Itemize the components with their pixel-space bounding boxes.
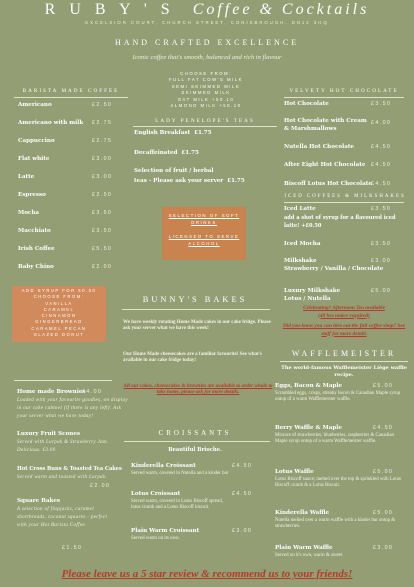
bake-price: £2.00 bbox=[90, 483, 111, 489]
review-footer: Please leave us a 5 star review & recommend us to your friends! bbox=[61, 568, 353, 580]
barista-heading: BARISTA MADE COFFEE bbox=[22, 88, 120, 94]
barista-item: Baby Chino bbox=[18, 264, 54, 270]
iced-desc: Strawberry / Vanilla / Chocolate bbox=[284, 266, 384, 272]
celebrating-note: Celebrating? Afternoon Tea available (48 hrs notice required) bbox=[303, 305, 385, 319]
bake-item: Hot Cross Buns & Toasted Tea Cakes bbox=[17, 466, 122, 472]
divider bbox=[124, 441, 270, 442]
tea-item: English Breakfast £1.75 bbox=[134, 130, 212, 136]
iced-item: Iced Mocha bbox=[284, 241, 321, 247]
barista-price: £2.75 bbox=[92, 138, 113, 144]
waffle-price: £5.00 bbox=[373, 383, 394, 389]
hire-note: Did you know you can hire out the full coffee shop? See staff for more details bbox=[282, 323, 406, 337]
bake-desc: A selection of flapjacks, caramel shortbreads, coconut squares - perfect with your Hot Barista Coffee. bbox=[17, 507, 108, 528]
barista-price: £2.75 bbox=[92, 120, 113, 126]
divider bbox=[14, 97, 128, 98]
waffle-item: Eggs, Bacon & Maple bbox=[275, 383, 343, 389]
iced-item: Luxury Milkshake bbox=[284, 288, 341, 294]
barista-price: £3.00 bbox=[92, 174, 113, 180]
hot-choc-item: Nutella Hot Chocolate bbox=[284, 144, 354, 150]
syrup-options: ADD SYRUP FOR 50.50 CHOOSE FROM: VANILLA CARAMEL CINNAMON GINGERBREAD CARAMEL PECAN GLAZED DONUT bbox=[21, 288, 97, 338]
tea-selection-2: teas - Please ask your server £1.75 bbox=[134, 178, 245, 184]
tagline: Iconic coffee that's smooth, balanced and rich in flavour bbox=[132, 54, 282, 61]
bake-item: Luxury Fruit Scones bbox=[17, 431, 81, 437]
teas-heading: LADY PENELOPE'S TEAS bbox=[155, 118, 255, 124]
waffle-desc: Lotus Biscoff sauce; melted over the top & sprinkled with Lotus Biscoff crumb & a Lotus Biscuit. bbox=[275, 477, 401, 489]
hot-choc-item: After Eight Hot Chocolate bbox=[284, 162, 366, 168]
hot-choc-heading: VELVETY HOT CHOCOLATE bbox=[289, 88, 399, 94]
barista-item: Cappuccino bbox=[18, 138, 55, 144]
barista-price: £3.50 bbox=[92, 210, 113, 216]
barista-item: Flat white bbox=[18, 156, 50, 162]
hot-choc-price: £4.50 bbox=[371, 144, 392, 150]
bake-price: £1.50 bbox=[62, 545, 83, 551]
divider bbox=[284, 202, 404, 203]
barista-price: £5.50 bbox=[92, 246, 113, 252]
hot-choc-item: Hot Chocolate bbox=[284, 101, 329, 107]
waffle-desc: Nutella melted over a warm waffle with a kinder bar ontop & strawberries. bbox=[275, 518, 396, 530]
croissant-desc: Served warm, covered in Nutella and a kinder bar bbox=[131, 471, 229, 476]
hot-choc-price: £4.50 bbox=[371, 181, 392, 187]
barista-item: Americano bbox=[18, 102, 52, 108]
cakes-paragraph-1: We have weekly rotating Home Made cakes in our cake fridge. Please ask your server what we have this week! bbox=[123, 320, 271, 332]
iced-price: £3.50 bbox=[371, 241, 392, 247]
croissants-heading: CROISSANTS bbox=[158, 429, 232, 437]
waffles-intro: The world-famous Wafflemeister Liège waffle recipe. bbox=[281, 365, 407, 378]
waffle-price: £4.50 bbox=[373, 425, 394, 431]
barista-price: £3.00 bbox=[92, 156, 113, 162]
divider bbox=[280, 361, 408, 362]
divider bbox=[122, 309, 270, 310]
waffles-heading: WAFFLEMEISTER bbox=[291, 349, 397, 358]
address: EXCELSIOR COURT, CHURCH STREET, CONISBROUGH, DN12 3HQ bbox=[85, 20, 329, 25]
barista-item: Macchiato bbox=[18, 228, 51, 234]
milk-options: CHOOSE FROM: FULL FAT COW'S MILK SEMI SKIMMED MILK SKIMMED MILK OAT MILK +50.10 ALMOND MILK +50.10 bbox=[168, 71, 244, 109]
iced-heading: ICED COFFEES & MILKSHAKES bbox=[284, 194, 406, 199]
iced-price: £3.00 bbox=[371, 258, 392, 264]
divider bbox=[14, 380, 112, 381]
brand-title: R U B Y ' S Coffee & Cocktails bbox=[44, 1, 370, 18]
bake-desc: Served warm and toasted with Lurpak. bbox=[17, 475, 108, 480]
bake-item: Home made Brownies bbox=[17, 389, 86, 395]
waffle-item: Lotus Waffle bbox=[275, 469, 314, 475]
barista-price: £3.50 bbox=[92, 228, 113, 234]
barista-item: Latte bbox=[18, 174, 35, 180]
barista-item: Irish Coffee bbox=[18, 246, 55, 252]
bake-item: Square Bakes bbox=[17, 498, 61, 504]
iced-price: £3.50 bbox=[371, 206, 392, 212]
croissant-price: £4.50 bbox=[232, 463, 253, 469]
croissant-price: £3.00 bbox=[232, 528, 253, 534]
iced-desc: add a shot of syrup for a flavoured iced latte! +£0.50 bbox=[284, 215, 396, 229]
bake-desc: Loaded with your favourite goodies, on display in our cake cabinet (if there is any left). Ask your server what we have today! bbox=[17, 398, 128, 419]
bake-desc: Served with Lurpak & Strawberry Jam. Delicious. £3.00 bbox=[17, 440, 109, 453]
waffle-item: Kinderella Waffle bbox=[275, 510, 330, 516]
waffle-price: £5.00 bbox=[373, 510, 394, 516]
drinks-box-text: SELECTION OF SOFT DRINKS LICENSED TO SERVE ALCOHOL bbox=[168, 213, 240, 246]
croissant-price: £4.50 bbox=[232, 491, 253, 497]
croissant-item: Plain Warm Croissant bbox=[131, 528, 200, 534]
waffle-desc: Mixture of strawberries, blueberries, raspberries & Canadian Maple syrup ontop of a warm Wafflemeister waffle. bbox=[275, 433, 394, 445]
croissant-desc: Served warm, covered in Lotus Biscoff spread, lotus crumb and a Lotus Biscoff biscuit. bbox=[131, 499, 223, 511]
waffle-price: £3.00 bbox=[373, 545, 394, 551]
iced-price: £5.00 bbox=[371, 288, 392, 294]
tea-selection: Selection of fruit / herbal bbox=[134, 168, 214, 174]
waffle-item: Berry Waffle & Maple bbox=[275, 425, 342, 431]
barista-price: £2.50 bbox=[92, 102, 113, 108]
croissant-item: Lotus Croissant bbox=[131, 491, 181, 497]
cakes-heading: BUNNY'S BAKES bbox=[142, 295, 248, 304]
barista-price: £2.50 bbox=[92, 192, 113, 198]
cakes-paragraph-2: Our Home Made cheesecakes are a familiar favourite! See what's available in our cake fridge today! bbox=[123, 352, 262, 364]
bake-price: £4.00 bbox=[82, 389, 103, 395]
croissant-desc: Served warm on its own. bbox=[131, 536, 180, 541]
tea-item: Decaffeinated £1.75 bbox=[134, 150, 199, 156]
iced-item: Milkshake bbox=[284, 258, 317, 264]
croissants-subheading: Beautiful Brioche. bbox=[168, 447, 222, 453]
waffle-desc: Scrambled eggs, crispy, streaky bacon & Canadian Maple syrup ontop of a warm Wafflemeister waffle. bbox=[275, 391, 401, 403]
barista-price: £2.00 bbox=[92, 264, 113, 270]
cakes-paragraph-3: All our cakes, cheesecakes & brownies are available to order whole to take home, please ask for more details. bbox=[123, 383, 273, 396]
barista-item: Mocha bbox=[18, 210, 40, 216]
barista-item: Americano with milk bbox=[18, 120, 84, 126]
iced-item: Iced Latte bbox=[284, 206, 316, 212]
waffle-price: £5.00 bbox=[373, 469, 394, 475]
croissant-item: Kinderella Croissant bbox=[131, 463, 196, 469]
barista-item: Espresso bbox=[18, 192, 46, 198]
waffle-item: Plain Warm Waffle bbox=[275, 545, 333, 551]
subtitle: HAND CRAFTED EXCELLENCE bbox=[114, 38, 300, 47]
divider bbox=[133, 126, 277, 127]
hot-choc-price: £3.50 bbox=[371, 101, 392, 107]
hot-choc-price: £4.00 bbox=[371, 120, 392, 126]
iced-desc: Lotus / Nutella bbox=[284, 296, 331, 302]
hot-choc-item: Hot Chocolate with Cream & Marshmallows bbox=[284, 118, 367, 132]
divider bbox=[284, 97, 404, 98]
hot-choc-item: Biscoff Lotus Hot Chocolate bbox=[284, 181, 372, 187]
hot-choc-price: £4.50 bbox=[371, 162, 392, 168]
waffle-desc: Served on it's own, warm & sweet. bbox=[275, 553, 344, 558]
